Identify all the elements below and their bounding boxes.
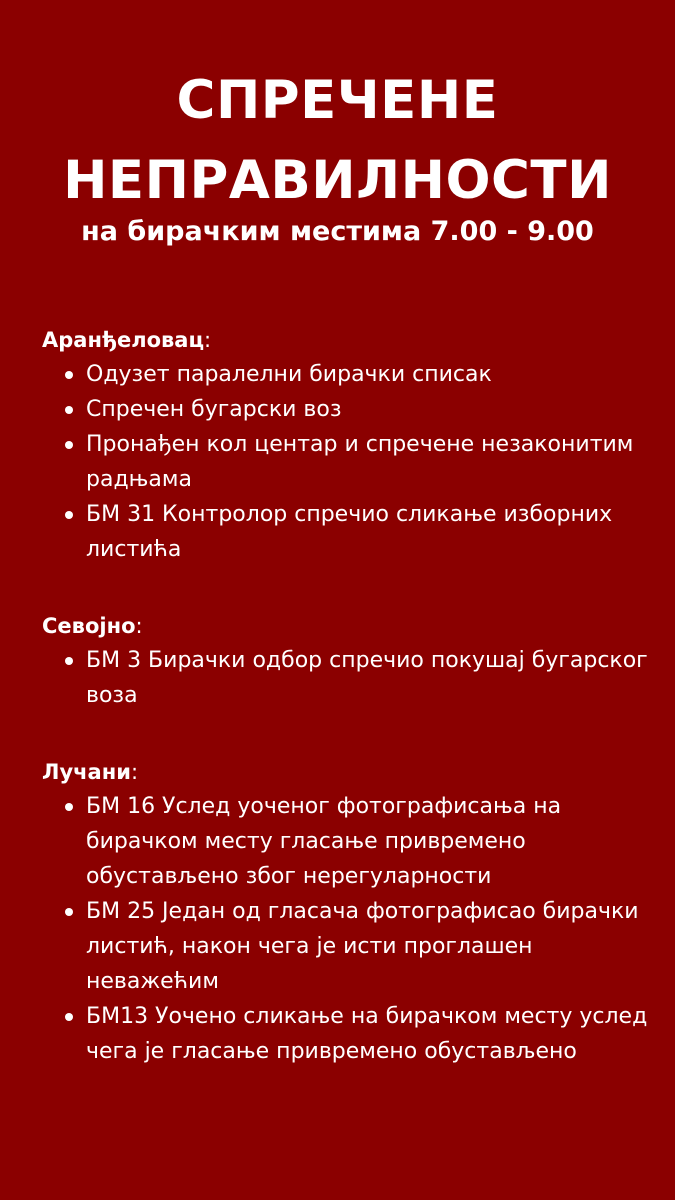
item-list <box>42 789 652 1069</box>
section-arandjelovac <box>42 323 652 567</box>
item-list <box>42 357 652 567</box>
section-lucani <box>42 755 652 1069</box>
section-title <box>42 323 652 357</box>
section-sevojno <box>42 609 652 713</box>
list-item: БМ 16 Услед уоченог фотографисања на бирачком месту гласање привремено обустављено због нерегуларности <box>62 789 652 894</box>
content <box>42 323 652 1111</box>
subtitle: на бирачким местима 7.00 - 9.00 <box>81 216 594 247</box>
header <box>0 72 675 248</box>
section-title <box>42 755 652 789</box>
colon: : <box>135 614 143 638</box>
colon: : <box>130 760 139 784</box>
place-name: Аранђеловац <box>42 328 205 352</box>
list-item: Пронађен кол центар и спречене незаконитим радњама <box>62 427 652 497</box>
title-line-1: СПРЕЧЕНЕ <box>176 70 499 131</box>
title-line-2: НЕПРАВИЛНОСТИ <box>63 150 612 211</box>
list-item: БМ 31 Контролор спречио сликање изборних листића <box>62 497 652 567</box>
item-list <box>42 643 652 713</box>
section-title <box>42 609 652 643</box>
list-item: БМ 3 Бирачки одбор спречио покушај бугарског воза <box>62 643 652 713</box>
list-item: Спречен бугарски воз <box>62 392 652 427</box>
colon: : <box>204 328 212 352</box>
list-item: БМ 25 Један од гласача фотографисао бирачки листић, након чега је исти проглашен неважећим <box>62 894 652 999</box>
place-name: Севојно <box>42 614 136 638</box>
place-name: Лучани <box>42 760 131 784</box>
list-item: Одузет паралелни бирачки списак <box>62 357 652 392</box>
list-item: БМ13 Уочено сликање на бирачком месту услед чега је гласање привремено обустављено <box>62 999 652 1069</box>
